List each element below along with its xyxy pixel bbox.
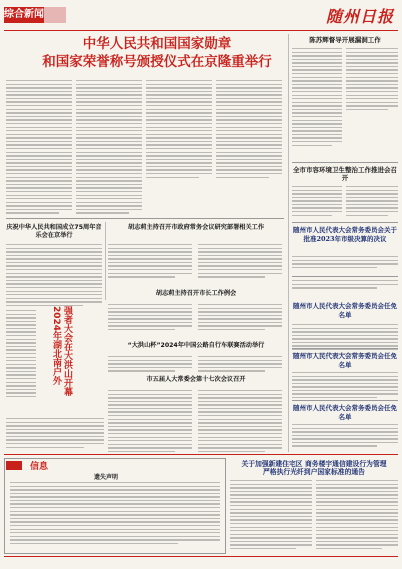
lead-headline-line2: 和国家荣誉称号颁授仪式在京隆重举行 — [42, 54, 272, 70]
article-5-body-b — [198, 390, 282, 454]
article-4-body-b — [198, 356, 282, 374]
bottom-article-body-b — [316, 480, 398, 552]
right-filler-body — [292, 280, 398, 291]
appointment-list-2-title: 随州市人民代表大会常务委员会任免名单 — [293, 352, 397, 369]
page-footer — [4, 557, 398, 567]
article-2-title: 胡志莉主持召开市政府常务会议研究部署相关工作 — [127, 224, 265, 231]
section-tag: 综合新闻 — [4, 7, 44, 23]
right-divider-5 — [292, 400, 398, 401]
header-rule — [4, 30, 398, 31]
right-article-2-body-a — [292, 186, 342, 218]
bottom-article-title-line1: 关于加强新建住宅区 商务楼宇通信建设行为管理 — [241, 460, 387, 468]
appointment-list-1-title: 随州市人民代表大会常务委员会任免名单 — [293, 302, 397, 319]
article-4-body-a — [108, 356, 192, 374]
article-2-body-b — [198, 244, 282, 280]
lead-col-4 — [216, 80, 282, 180]
bottom-article-title-line2: 严格执行光纤到户国家标准的通告 — [263, 468, 365, 476]
vertical-article-body — [6, 310, 36, 399]
appointment-list-3-title: 随州市人民代表大会常务委员会任免名单 — [293, 404, 397, 421]
article-5-body-a — [108, 390, 192, 454]
article-4-title: “大洪山杯”2024年中国公路自行车联赛活动举行 — [127, 342, 265, 349]
section-tag-accent — [44, 7, 66, 23]
lost-notice-title: 遗失声明 — [94, 474, 119, 481]
article-3-body-b — [198, 304, 282, 333]
right-divider-4 — [292, 348, 398, 349]
article-3-body-a — [108, 304, 192, 333]
right-article-2-title: 全市市容环境卫生整治工作推进会召开 — [293, 166, 397, 182]
lead-headline-line1: 中华人民共和国国家勋章 — [82, 36, 232, 52]
vertical-headline: 强者大会在大洪山开幕2024年湖北南户外 — [51, 306, 72, 396]
lead-col-2 — [76, 80, 142, 216]
info-ad-body — [10, 482, 220, 546]
appointment-list-2-body — [292, 372, 398, 401]
right-divider-2 — [292, 222, 398, 223]
col-divider — [105, 222, 106, 300]
bottom-article-title — [230, 460, 398, 476]
appointment-list-3-body — [292, 424, 398, 449]
masthead: 随州日报 — [325, 7, 394, 26]
info-label: 信息 — [30, 462, 49, 472]
bottom-article-body-a — [230, 480, 312, 552]
right-article-1-body-a — [292, 48, 342, 148]
page-header — [4, 4, 398, 30]
vertical-article-body-2 — [6, 418, 104, 450]
right-article-1-title: 陈苏辉督导开展漏洞工作 — [309, 36, 381, 44]
article-3-title: 胡志莉主持召开市长工作例会 — [155, 290, 237, 297]
lead-divider — [6, 218, 284, 219]
bottom-section-rule — [4, 454, 398, 455]
article-1-body — [6, 244, 102, 308]
info-tag — [6, 461, 22, 470]
article-2-body-a — [108, 244, 192, 280]
lead-col-1 — [6, 80, 72, 216]
resolution-title: 随州市人民代表大会常务委员会关于批准2023年市级决算的决议 — [293, 226, 397, 243]
right-divider-1 — [292, 162, 398, 163]
resolution-body — [292, 256, 398, 270]
right-article-1-body-b — [346, 48, 398, 112]
right-article-2-body-b — [346, 186, 398, 218]
right-column-divider — [288, 34, 289, 452]
article-5-title: 市五届人大常委会第十七次会议召开 — [146, 376, 246, 383]
article-1-title: 庆祝中华人民共和国成立75周年音乐会在京举行 — [6, 224, 102, 239]
lead-col-3 — [146, 80, 212, 180]
right-divider-3 — [292, 276, 398, 277]
